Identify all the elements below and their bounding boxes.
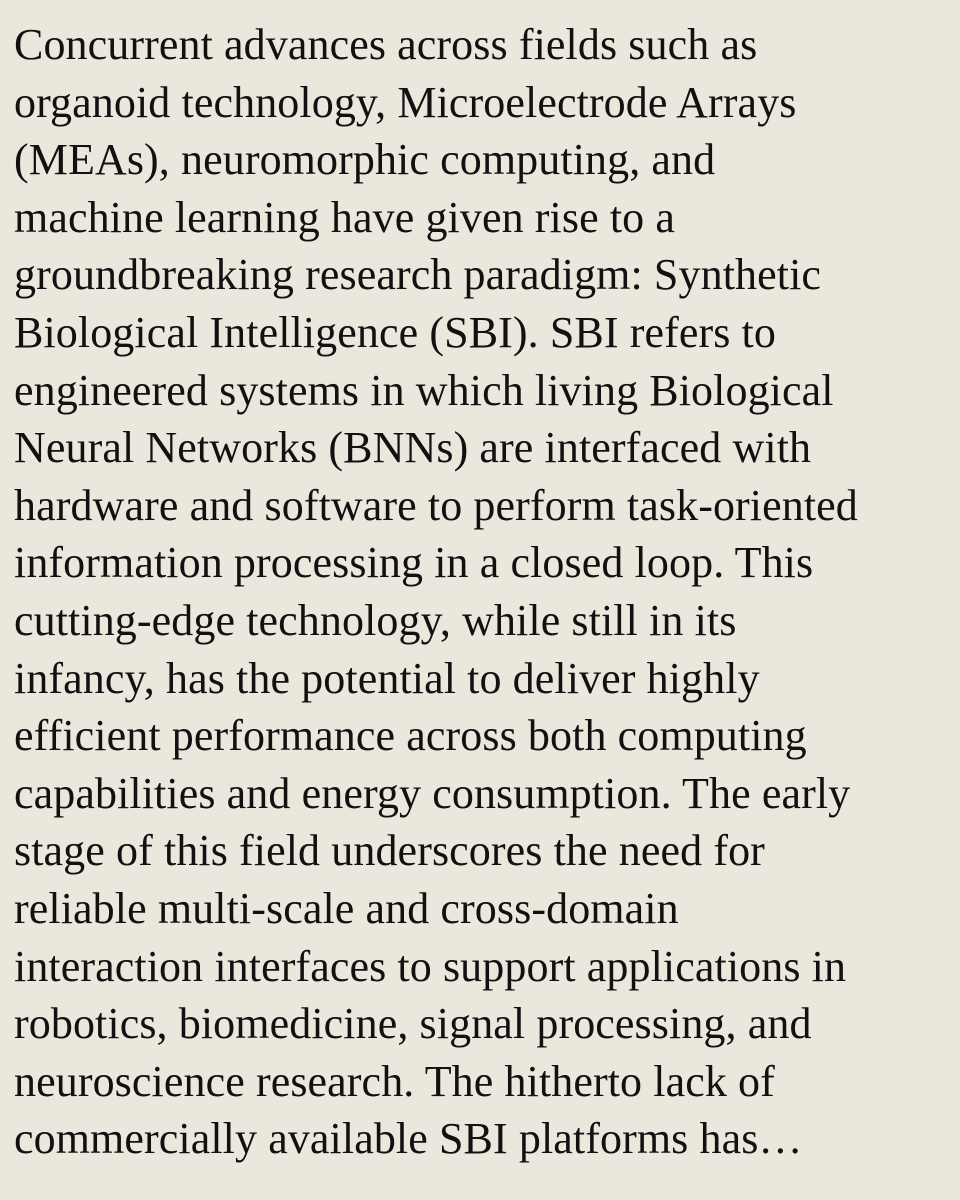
- text-line: efficient performance across both computing: [14, 711, 807, 761]
- text-line: hardware and software to perform task-oriented: [14, 480, 858, 530]
- text-line: information processing in a closed loop. This: [14, 538, 814, 588]
- text-line: cutting-edge technology, while still in its: [14, 595, 737, 645]
- text-line: neuroscience research. The hitherto lack of: [14, 1056, 775, 1106]
- text-line: engineered systems in which living Biological: [14, 365, 834, 415]
- text-line: machine learning have given rise to a: [14, 192, 675, 242]
- text-line: infancy, has the potential to deliver highly: [14, 653, 760, 703]
- text-line: commercially available SBI platforms has…: [14, 1114, 803, 1164]
- text-line: robotics, biomedicine, signal processing, and: [14, 999, 812, 1049]
- text-line: organoid technology, Microelectrode Arrays: [14, 77, 797, 127]
- text-line: groundbreaking research paradigm: Synthetic: [14, 250, 822, 300]
- text-line: capabilities and energy consumption. The early: [14, 768, 851, 818]
- text-line: reliable multi-scale and cross-domain: [14, 883, 679, 933]
- text-line: interaction interfaces to support applications in: [14, 941, 847, 991]
- text-line: Neural Networks (BNNs) are interfaced with: [14, 423, 812, 473]
- abstract-paragraph: [14, 16, 960, 1168]
- text-line: stage of this field underscores the need for: [14, 826, 765, 876]
- text-line: Biological Intelligence (SBI). SBI refers to: [14, 307, 776, 357]
- text-line: Concurrent advances across fields such as: [14, 20, 758, 69]
- text-line: (MEAs), neuromorphic computing, and: [14, 135, 716, 185]
